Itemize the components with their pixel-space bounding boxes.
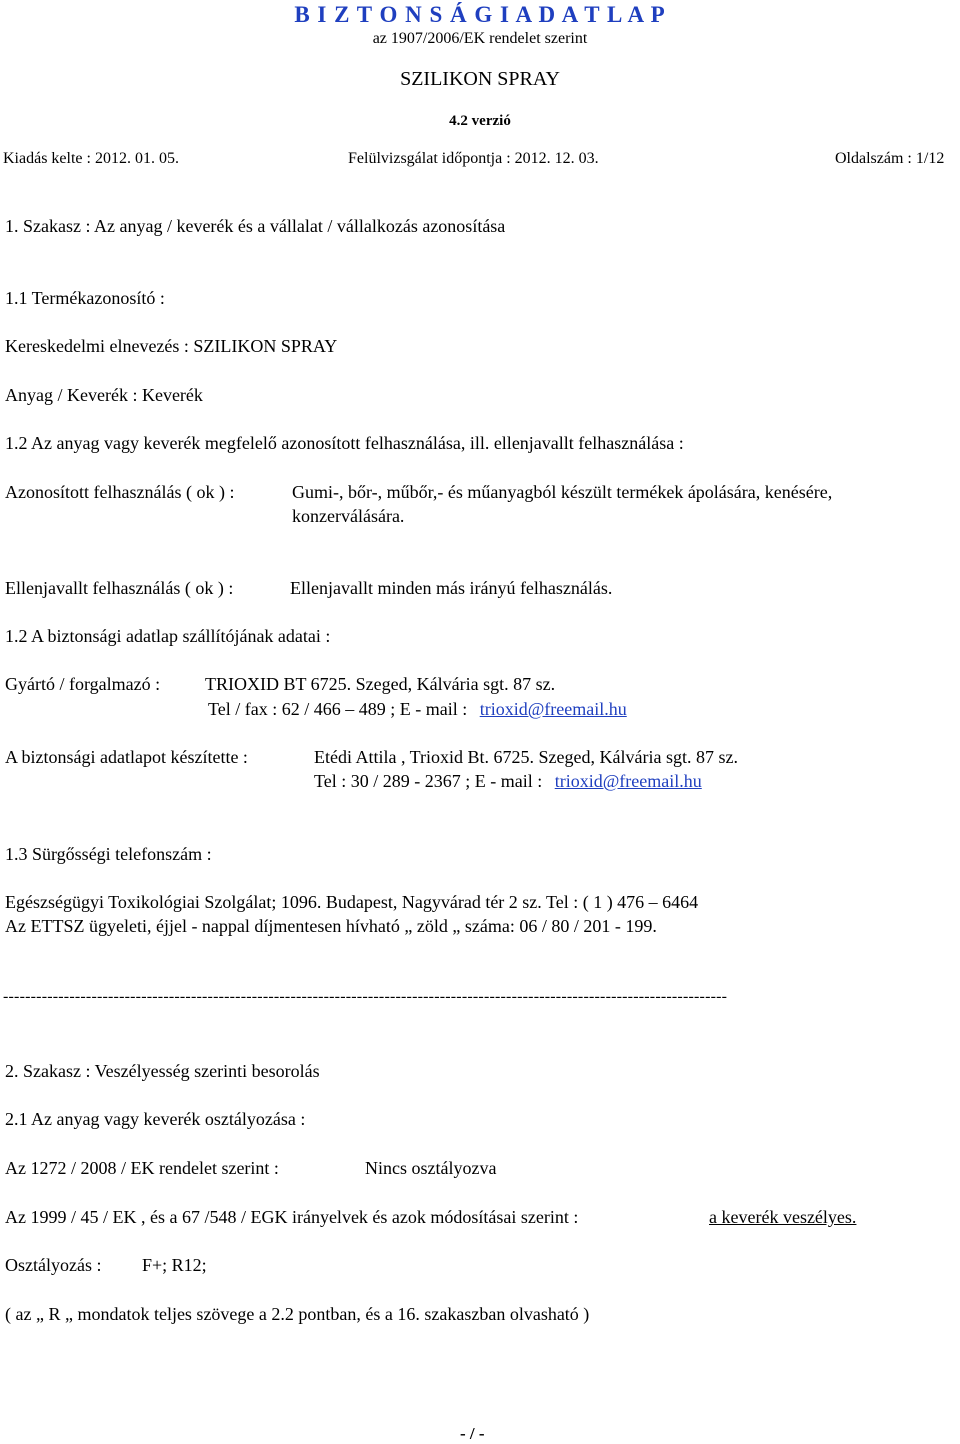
manufacturer-label: Gyártó / forgalmazó : xyxy=(5,674,161,694)
review-date: Felülvizsgálat időpontja : 2012. 12. 03. xyxy=(348,150,599,167)
substance-type: Anyag / Keverék : Keverék xyxy=(5,385,203,405)
page-footer-mark: - / - xyxy=(460,1424,485,1443)
clp-classification-label: Az 1272 / 2008 / EK rendelet szerint : xyxy=(5,1158,279,1178)
section-2-1-title: 2.1 Az anyag vagy keverék osztályozása : xyxy=(5,1109,306,1129)
document-title: B I Z T O N S Á G I A D A T L A P xyxy=(294,2,666,27)
identified-use-label: Azonosított felhasználás ( ok ) : xyxy=(5,482,235,502)
page-count: Oldalszám : 1/12 xyxy=(835,150,945,167)
section-2-title: 2. Szakasz : Veszélyesség szerinti besorolás xyxy=(5,1061,320,1081)
contraindicated-use-value: Ellenjavallt minden más irányú felhasználás. xyxy=(290,578,613,598)
section-supplier-title: 1.2 A biztonsági adatlap szállítójának adatai : xyxy=(5,626,331,646)
version-label: 4.2 verzió xyxy=(449,113,511,129)
manufacturer-value: TRIOXID BT 6725. Szeged, Kálvária sgt. 87 sz. xyxy=(205,674,556,694)
author-label: A biztonsági adatlapot készítette : xyxy=(5,747,248,767)
trade-name: Kereskedelmi elnevezés : SZILIKON SPRAY xyxy=(5,336,338,356)
dpd-classification-label: Az 1999 / 45 / EK , és a 67 /548 / EGK irányelvek és azok módosításai szerint : xyxy=(5,1207,579,1227)
classification-label: Osztályozás : xyxy=(5,1255,102,1275)
manufacturer-contact xyxy=(208,699,627,720)
clp-classification-value: Nincs osztályozva xyxy=(365,1158,497,1178)
regulation-subtitle: az 1907/2006/EK rendelet szerint xyxy=(372,30,588,47)
manufacturer-tel: Tel / fax : 62 / 466 – 489 ; E - mail : xyxy=(208,699,468,719)
author-tel: Tel : 30 / 289 - 2367 ; E - mail : xyxy=(314,771,543,791)
emergency-line1: Egészségügyi Toxikológiai Szolgálat; 1096. Budapest, Nagyvárad tér 2 sz. Tel : ( 1 ) 476 – 6464 xyxy=(5,892,699,912)
dpd-classification-value: a keverék veszélyes. xyxy=(709,1207,857,1227)
product-name: SZILIKON SPRAY xyxy=(400,68,560,90)
emergency-line2: Az ETTSZ ügyeleti, éjjel - nappal díjmentesen hívható „ zöld „ száma: 06 / 80 / 201 - 199. xyxy=(5,916,657,936)
r-phrases-note: ( az „ R „ mondatok teljes szövege a 2.2 pontban, és a 16. szakaszban olvasható ) xyxy=(5,1304,590,1324)
section-1-title: 1. Szakasz : Az anyag / keverék és a vállalat / vállalkozás azonosítása xyxy=(5,216,506,236)
contraindicated-use-label: Ellenjavallt felhasználás ( ok ) : xyxy=(5,578,234,598)
identified-use-value-line2: konzerválására. xyxy=(292,506,405,526)
manufacturer-email-link[interactable]: trioxid@freemail.hu xyxy=(479,699,627,719)
author-email-link[interactable]: trioxid@freemail.hu xyxy=(554,771,702,791)
issue-date: Kiadás kelte : 2012. 01. 05. xyxy=(3,150,179,167)
section-1-3-title: 1.3 Sürgősségi telefonszám : xyxy=(5,844,212,864)
section-separator: ----------------------------------------------------------------------------------------------------------------------------------- xyxy=(3,988,728,1005)
section-1-2-title: 1.2 Az anyag vagy keverék megfelelő azonosított felhasználása, ill. ellenjavallt felhasználása : xyxy=(5,433,684,453)
author-contact xyxy=(314,771,702,792)
section-1-1-title: 1.1 Termékazonosító : xyxy=(5,288,165,308)
author-value: Etédi Attila , Trioxid Bt. 6725. Szeged, Kálvária sgt. 87 sz. xyxy=(314,747,738,767)
identified-use-value-line1: Gumi-, bőr-, műbőr,- és műanyagból készült termékek ápolására, kenésére, xyxy=(292,482,833,502)
classification-value: F+; R12; xyxy=(142,1255,207,1275)
